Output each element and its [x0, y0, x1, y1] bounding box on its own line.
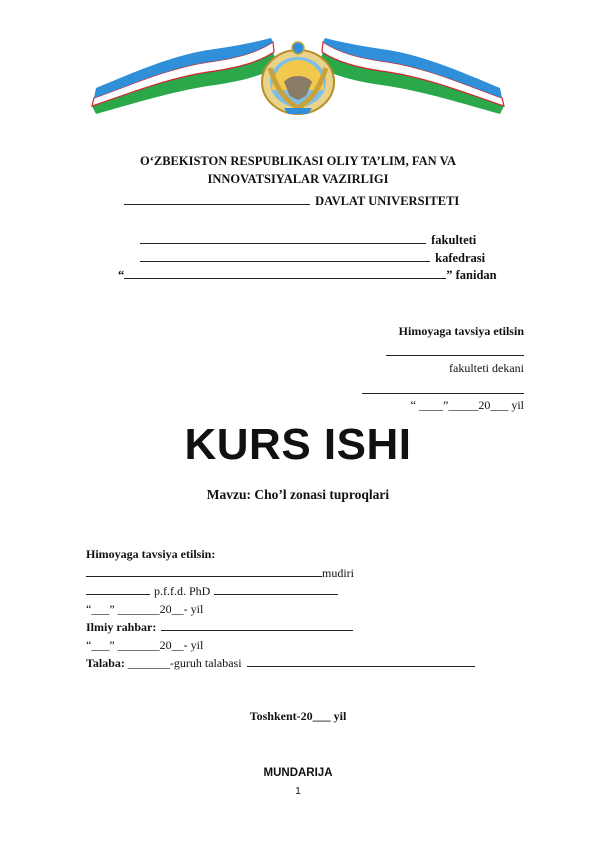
state-emblem-with-flags-icon	[88, 38, 508, 116]
university-blank	[124, 203, 310, 205]
subject-open-quote: “	[118, 268, 125, 282]
ministry-name-line2: INNOVATSIYALAR VAZIRLIGI	[207, 172, 389, 186]
department-head-line	[86, 566, 354, 581]
student-line	[86, 656, 477, 671]
subject-label: ” fanidan	[446, 268, 497, 282]
subject-blank	[124, 277, 446, 279]
supervisor-blank	[161, 629, 353, 631]
right-flag-icon	[318, 38, 504, 114]
degree-blank-right	[214, 593, 338, 595]
group-text: _______-guruh talabasi	[127, 656, 242, 670]
dean-name-blank	[362, 393, 524, 394]
university-line	[122, 194, 459, 209]
date-line-2: “___” _______20__- yil	[86, 638, 204, 652]
department-line	[138, 251, 485, 266]
approval-signature-blank	[386, 355, 524, 356]
department-label: kafedrasi	[435, 251, 486, 265]
approval-title: Himoyaga tavsiya etilsin	[398, 324, 524, 338]
page-number: 1	[295, 786, 301, 797]
degree-label: p.f.f.d. PhD	[154, 584, 211, 598]
student-label: Talaba:	[86, 656, 125, 670]
degree-blank-left	[86, 593, 150, 595]
left-flag-icon	[92, 38, 278, 114]
department-head-blank	[86, 575, 322, 577]
document-title: KURS ISHI	[184, 420, 412, 469]
faculty-line	[138, 233, 476, 248]
university-label: DAVLAT UNIVERSITETI	[315, 194, 460, 208]
degree-line	[86, 584, 338, 599]
department-head-label: mudiri	[322, 566, 354, 580]
ministry-name-line1: O‘ZBEKISTON RESPUBLIKASI OLIY TA’LIM, FAN VA	[139, 154, 457, 168]
dean-label: fakulteti dekani	[449, 361, 524, 375]
student-name-blank	[247, 665, 475, 667]
supervisor-label: Ilmiy rahbar:	[86, 620, 157, 634]
faculty-blank	[140, 242, 426, 244]
recommend-label: Himoyaga tavsiya etilsin:	[86, 547, 216, 561]
faculty-label: fakulteti	[431, 233, 477, 247]
department-blank	[140, 260, 430, 262]
supervisor-line	[86, 620, 355, 635]
contents-heading: MUNDARIJA	[263, 767, 333, 779]
topic-line: Mavzu: Cho’l zonasi tuproqlari	[206, 487, 390, 502]
city-year: Toshkent-20___ yil	[249, 709, 347, 723]
approval-date: “ ____”_____20___ yil	[410, 398, 524, 412]
date-line-1: “___” _______20__- yil	[86, 602, 204, 616]
subject-line	[118, 268, 497, 283]
